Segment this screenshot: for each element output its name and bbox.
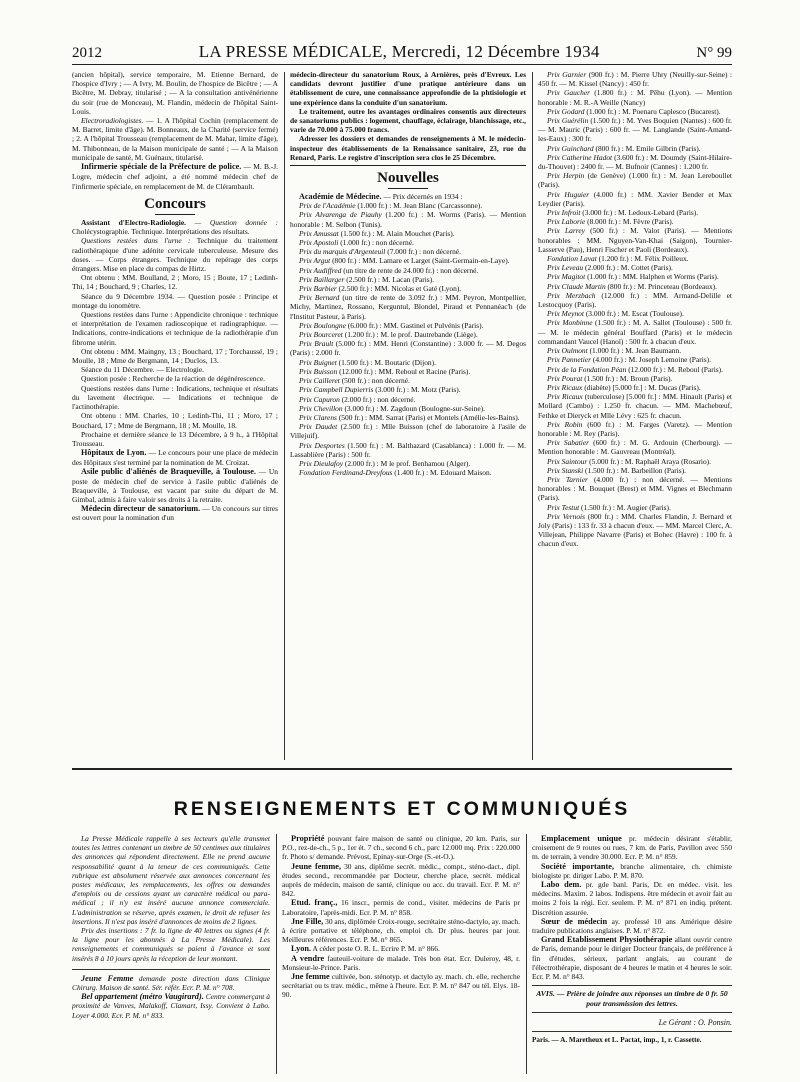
prize-details: (un titre de rente de 24.000 fr.) : non décerné. xyxy=(343,265,479,275)
prize-details: (500 fr.) : non décerné. xyxy=(341,376,410,386)
ad-text: pr. gde banl. Paris, Dr. en médec. visit. les médecins. Maxim. 2 labos. Indispens. être médecin et avoir fait au moins 2 fois la régi. Ecr. seulem. P. M. n° 871 en indiq. prétent. Discrétion assurée. xyxy=(532,880,732,917)
prize-name: Prix Gaucher xyxy=(547,88,595,98)
prize-entry xyxy=(290,266,526,275)
prize-details: (3.600 fr.) : M. Doumdy (Saint-Hilaire-du-Thouvet) : 2400 fr. — M. Bufnoir (Cannes) : 1.200 fr. xyxy=(538,152,732,172)
section-rule xyxy=(72,768,732,770)
prize-details: (800 fr.) : MM. Charles Flandin, J. Bernard et Joly (Paris) : 133 fr. 33 à chacun d'eux. — MM. Marcel Clerc, A. Villejean, Philippe Navarre (Paris) et Bohec (Havre) : 100 fr. à chacun d'eux. xyxy=(538,511,732,549)
prize-details: (800 fr.) : M. Princeteau (Bordeaux). xyxy=(607,281,717,291)
page-header xyxy=(72,42,732,62)
prize-name: Prix de l'Académie xyxy=(299,201,358,211)
prize-entry xyxy=(290,229,526,238)
prize-details: (3.000 fr.) : M. Ledoux-Lebard (Paris). xyxy=(582,208,699,218)
prize-name: Prix Apostoli xyxy=(299,238,341,248)
label: — Question donnée : xyxy=(194,218,278,228)
classified-ad xyxy=(532,880,732,917)
prize-entry xyxy=(538,144,732,153)
printer-line: Paris. — A. Maretheux et L. Pactat, imp., 1, r. Cassette. xyxy=(532,1036,702,1045)
paragraph: Questions restées dans l'urne : Indications, technique et résultats du lavement électrique. — Indications et technique de l'actinothérapie. xyxy=(72,383,278,412)
text: — Prix décernés en 1934 : xyxy=(381,192,463,202)
classified-ad xyxy=(532,834,732,862)
prize-name: Prix Guérélin xyxy=(547,116,591,126)
prize-details: (3.000 fr.) : M. Zagdoun (Boulogne-sur-Seine). xyxy=(344,403,485,413)
prize-entry xyxy=(538,383,732,392)
paragraph: Séance du 11 Décembre. — Electrologie. xyxy=(81,365,205,375)
paragraph: Ont obtenu : MM. Maingny, 13 ; Bouchard, 17 ; Torchaussé, 19 ; Moulle, 18 ; Mme de Bergmann, 14 ; Duclos, 13. xyxy=(72,346,278,366)
prize-entry xyxy=(538,475,732,503)
ad-text: 30 ans, diplôme secrét. médic., compt., sténo-dact., dipl. études second., recommandée par Docteur, cherche place, secrét. médical auprès de médecin, maison de santé, clinique ou acc. du travail. Ecr. P. M. n° 842. xyxy=(282,861,520,899)
prize-details: (12.000 fr.) : M. Reboul (Paris). xyxy=(628,364,724,374)
prize-details: (4.000 fr.) : MM. Xavier Bender et Max Leydier (Paris). xyxy=(538,189,732,208)
prize-entry xyxy=(538,420,732,438)
prize-name: Prix Dieulafoy xyxy=(299,458,345,468)
column-divider xyxy=(526,834,527,1074)
prize-entry xyxy=(290,256,526,265)
prize-name: Prix Bernard xyxy=(299,293,343,303)
prize-entry xyxy=(538,512,732,549)
text: — Un concours sur titres est ouvert pour la nomination d'un xyxy=(72,504,278,523)
prize-details: (1.500 fr.) : M. A. Sallet (Toulouse) : 500 fr. — M. le médecin général Bouffard (Paris) et le médecin commandant Vaucel (Hanoï) : 500 fr. à chacun d'eux. xyxy=(538,318,732,346)
text: — Le concours pour une place de médecin des Hôpitaux s'est terminé par la nomination de M. Croizat. xyxy=(72,448,278,468)
paragraph xyxy=(72,467,278,504)
column-divider xyxy=(532,72,533,760)
prize-details: (1.500 fr.) : M. Balthazard (Casablanca) : 1.000 fr. — M. Lassablière (Paris) : 500 fr. xyxy=(290,440,526,459)
ad-lead: Sœur de médecin xyxy=(541,916,608,926)
prize-entry xyxy=(538,88,732,106)
ad-text: cultivée, bon. sténotyp. et dactylo ay. mach. ch. elle, recherche secrétariat ou ts trav. médic., même à l'heure. Ecr. P. M. n° 847 ou tél. Elys. 18-90. xyxy=(282,972,520,1000)
prize-entry xyxy=(290,413,526,422)
prize-entry xyxy=(538,318,732,346)
prize-entry xyxy=(290,201,526,210)
prize-entry xyxy=(290,395,526,404)
prize-details: (1.500 fr.) : M. Boutaric (Dijon). xyxy=(338,357,436,367)
prize-name: Prix Claude Martin xyxy=(547,281,608,291)
column-3 xyxy=(538,70,732,762)
classified-ad xyxy=(532,917,732,935)
ad-text: pr. médecin désirant s'établir, croisement de 9 routes ou rues, 7 km. de Paris, Pavillon avec 550 m. de terrain, à vendre 30.000. Ecr. P. M. n° 859. xyxy=(532,834,732,862)
ad-text: 16 inscr., permis de cond., visiter. médecins de Paris pr Laboratoire, l'après-midi. Ecr. P. M. n° 858. xyxy=(282,898,520,917)
prize-entry xyxy=(538,374,732,383)
classified-ad xyxy=(72,974,270,992)
prize-name: Prix Capuron xyxy=(299,394,342,404)
ad-lead: Jeune Femme xyxy=(81,973,134,983)
classified-ad xyxy=(532,862,732,880)
paragraph: Séance du 9 Décembre 1934. — Question posée : Principe et montage du ionomètre. xyxy=(72,291,278,310)
prize-entry xyxy=(290,247,526,256)
label: Electroradiologistes. xyxy=(81,116,144,126)
prize-name: Prix Boulongne xyxy=(299,320,348,330)
prize-entry xyxy=(538,466,732,475)
ad-lead: Jne femme xyxy=(291,972,330,982)
prize-name: Prix Vernois xyxy=(547,511,588,521)
prize-name: Prix Ricaux xyxy=(547,392,585,402)
ad-text: pouvant faire maison de santé ou clinique, 20 km. Paris, sur P.O., rez-de-ch., 5 p., 1er ét. 7 ch., second 6 ch., parc 12.000 mq. Prix : 220.000 fr. Photo s/ demande. Prévost, Epinay-sur-Orge (S.-et-O.). xyxy=(282,834,520,862)
heading-text: Infirmerie spéciale de la Préfecture de police. xyxy=(81,162,242,172)
prize-entry xyxy=(290,441,526,459)
prize-details: (1.500 fr.) : M. Barbeillon (Paris). xyxy=(585,465,687,475)
prize-details: (500 fr.) : M. Valot (Paris). — Mentions honorables : MM. Nguyen-Van-Khai (Saigon), Tournier-Lasserve (Pau), Henri Fischer et Paoli (Bordeaux). xyxy=(538,226,732,254)
prize-entry xyxy=(290,339,526,357)
divider xyxy=(72,969,270,970)
prize-details: (12.000 fr.) : MM. Reboul et Racine (Paris). xyxy=(339,366,471,376)
ad-text: branche alimentaire, ch. chimiste biologiste pr. diriger Labo. P. M. 870. xyxy=(532,861,732,880)
prize-details: (800 fr.) : MM. Lamare et Larget (Saint-Germain-en-Laye). xyxy=(332,256,510,266)
prize-name: Prix Stanski xyxy=(547,465,586,475)
paragraph xyxy=(72,218,278,236)
ad-lead: Lyon. xyxy=(291,944,312,954)
prize-name: Prix Barbier xyxy=(299,284,339,294)
gerant-signature: Le Gérant : O. Ponsin. xyxy=(658,1018,732,1028)
prize-entry xyxy=(290,284,526,293)
prize-name: Prix Oulmont xyxy=(547,346,590,356)
prize-details: (2.000 fr.) : non décerné. xyxy=(341,394,416,404)
prize-details: (de Genève) (1.000 fr.) : M. Jean Lereboullet (Paris). xyxy=(538,171,732,190)
prize-list xyxy=(538,70,732,549)
text: — M. B.-J. Logre, médecin chef adjoint, a été nommé médecin chef de l'infirmerie spéciale, en remplacement de M. de Clérambault. xyxy=(72,162,278,192)
prize-details: (1.500 fr.) : M. Yves Boquien (Nantes) : 600 fr. — M. Mauric (Paris) : 600 fr. — M. Langlande (Saint-Amand-les-Eaux) : 300 fr. xyxy=(538,116,732,144)
ad-lead: Propriété xyxy=(291,834,325,843)
prize-details: (1.000 fr.) : MM. Halphen et Worms (Paris). xyxy=(587,272,719,282)
prize-name: Prix Leveau xyxy=(547,263,586,273)
paragraph: Le traitement, outre les avantages ordinaires consentis aux directeurs de sanatoriums publics : logement, chauffage, éclairage, blanchissage, etc., varie de 70.000 à 75.000 francs. xyxy=(290,106,526,135)
prize-details: (500 fr.) : MM. Sarrat (Paris) et Montels (Amélie-les-Bains). xyxy=(338,412,520,422)
prize-name: Prix Buisson xyxy=(299,366,340,376)
prize-name: Prix Meynot xyxy=(547,309,586,319)
prize-details: (1.200 fr.) : M. Worms (Paris). — Mention honorable : M. Selbon (Tunis). xyxy=(290,210,526,229)
ad-list xyxy=(72,974,270,1020)
classified-ad xyxy=(282,917,520,945)
divider xyxy=(532,1031,732,1032)
prize-entry xyxy=(538,263,732,272)
heading-underline xyxy=(388,188,428,189)
prize-name: Prix Monbinne xyxy=(547,318,596,328)
prize-entry xyxy=(538,503,732,512)
prize-entry xyxy=(538,153,732,171)
notice-paragraph: Prix des insertions : 7 fr. la ligne de 40 lettres ou signes (4 fr. la ligne pour les abonnés à La Presse Médicale). Les renseignements et communiqués se paient à l'avance et sont insérés 8 à 10 jours après la réception de leur montant. xyxy=(72,926,270,963)
heading-text: Médecin directeur de sanatorium. xyxy=(81,504,201,514)
prize-details: (tuberculose) [5.000 fr.] : MM. Hinault (Paris) et Mollard (Cambo) : 1.250 fr. chacun. — MM. Machebœuf, Fethke et Dieryck et Mlle Lévy : 625 fr. chacun. xyxy=(538,392,732,420)
prize-details: (1.000 fr.) : M. Poenaru Caplesco (Bucarest). xyxy=(586,106,721,116)
prize-entry xyxy=(538,365,732,374)
prize-name: Prix Tarnier xyxy=(547,474,594,484)
prize-name: Fondation Lavat xyxy=(547,254,599,264)
prize-name: Prix Guinchard xyxy=(547,143,596,153)
heading-text: Asile public d'aliénés de Braqueville, à Toulouse. xyxy=(81,467,256,477)
ads-column-1 xyxy=(72,834,270,1074)
prize-details: (800 fr.) : M. Emile Gilbrin (Paris). xyxy=(595,143,701,153)
concours-heading: Concours xyxy=(144,196,206,213)
prize-entry xyxy=(290,404,526,413)
prize-entry xyxy=(538,291,732,309)
prize-entry xyxy=(290,210,526,228)
prize-name: Prix Bourceret xyxy=(299,330,345,340)
prize-entry xyxy=(290,275,526,284)
prize-details: (2.500 fr.) : M. Lacan (Paris). xyxy=(346,274,435,284)
column-divider xyxy=(276,834,277,1074)
ad-text: demande poste direction dans Clinique Chirurg. Maison de santé. Sér. référ. Ecr. P. M. n° 708. xyxy=(72,973,270,993)
paragraph xyxy=(290,192,526,201)
ad-lead: Labo dem. xyxy=(541,880,582,890)
prize-details: (1.500 fr.) : M. Alain Mouchet (Paris). xyxy=(340,228,455,238)
prize-name: Prix Clarens xyxy=(299,412,339,422)
prize-entry xyxy=(538,438,732,456)
prize-name: Prix Magitot xyxy=(547,272,588,282)
prize-name: Prix Alvarenga de Piauhy xyxy=(299,210,386,220)
classified-ad xyxy=(282,972,520,1000)
prize-entry xyxy=(290,459,526,468)
heading-text: Hôpitaux de Lyon. xyxy=(81,448,147,458)
text: Cholécystographie. Technique. Interprétations des résultats. xyxy=(72,227,250,237)
prize-name: Prix Daudet xyxy=(299,422,341,432)
prize-details: (4.000 fr.) : M. Joseph Lemoine (Paris). xyxy=(592,355,712,365)
section-rule xyxy=(290,165,526,166)
prize-details: (diabète) [5.000 fr.] : M. Ducas (Paris). xyxy=(584,382,701,392)
prize-details: (7.000 fr.) : non décerné. xyxy=(387,247,461,257)
prize-entry xyxy=(290,385,526,394)
classified-ad xyxy=(282,834,520,862)
section-heading xyxy=(72,162,278,192)
prize-details: (un titre de rente de 3.092 fr.) : MM. Peyron, Montpellier, Michy, Martinez, Rossano, Kerguntul, Blondel, Piraud et Pennanéac'h (de l'Institut Pasteur, à Paris). xyxy=(290,293,526,321)
prize-entry xyxy=(538,272,732,281)
text: Technique du traitement radiothérapique d'une adénite cervicale tuberculeuse. Mesure des doses. — Corps étrangers. Technique du repérage des corps étrangers. Mise en place du compas de Hirtz. xyxy=(72,236,278,274)
prize-entry xyxy=(538,457,732,466)
divider xyxy=(532,1012,732,1013)
heading-underline xyxy=(155,214,195,215)
page-number: 2012 xyxy=(72,45,102,61)
prize-entry xyxy=(538,116,732,144)
heading-text: Académie de Médecine. xyxy=(299,192,382,202)
renseignements-heading: RENSEIGNEMENTS ET COMMUNIQUÉS xyxy=(173,798,631,820)
classified-ad xyxy=(282,862,520,899)
column-2 xyxy=(290,70,526,762)
prize-name: Prix Godard xyxy=(547,106,587,116)
prize-name: Prix Larrey xyxy=(547,226,591,236)
prize-details: (1.000 fr.) : M. Jean Blanc (Carcassonne). xyxy=(357,201,483,211)
ad-text: allant ouvrir centre de Paris, demande pour le diriger Docteur français, de préférence à fin d'études, sérieux, parlant anglais, au courant de l'électrothérapie, disposant de 4 heures le matin et 4 heures le soir. Ecr. P. M. n° 843. xyxy=(532,935,732,982)
ad-list xyxy=(532,834,732,981)
prize-details: (5.000 fr.) : MM. Henri (Constantine) : 3.000 fr. — M. Degos (Paris) : 2.000 fr. xyxy=(290,339,526,358)
prize-details: (1.200 fr.) : M. le prof. Dautrebande (Liège). xyxy=(344,330,478,340)
paragraph xyxy=(72,448,278,467)
ad-list xyxy=(282,834,520,1000)
text: — 1. A l'hôpital Cochin (remplacement de M. Barret, limite d'âge). M. Bonneaux, de la Charité (service fermé) ; 2. A l'hôpital Trousseau (remplacement de M. Mahar, limite d'âge), M. Thibonneau, de la Maison municipale de santé ; — A la Maison municipale de santé, M. Guénaux, titularisé. xyxy=(72,116,278,162)
prize-name: Prix Buignet xyxy=(299,357,339,367)
classified-ad xyxy=(72,992,270,1020)
prize-name: Prix Garnier xyxy=(547,70,589,79)
prize-entry xyxy=(290,330,526,339)
classified-ad xyxy=(282,898,520,916)
prize-name: Prix Catherine Hadot xyxy=(547,152,615,162)
prize-details: (1.400 fr.) : M. Edouard Maison. xyxy=(394,468,492,478)
divider xyxy=(532,985,732,986)
ad-lead: Emplacement unique xyxy=(541,834,622,843)
notice-paragraph: La Presse Médicale rappelle à ses lecteurs qu'elle transmet toutes les lettres contenant un timbre de 50 centimes aux titulaires des annonces qui répondent directement. Elle ne prend aucune responsabilité quant à la teneur de ces communiqués. Cette rubrique est absolument réservée aux annonces concernant les postes médicaux, les remplacements, les offres ou demandes d'emplois ou de cessions ayant un caractère médical ou para-médical ; il n'y est inséré aucune annonce commerciale. L'administration se réserve, après examen, le droit de refuser les insertions. Il n'est pas inséré d'annonces de moins de 2 lignes. xyxy=(72,834,270,926)
text: — Un poste de médecin chef de service à l'asile public d'aliénés de Braqueville, à Toulouse, est vacant par suite du départ de M. Gimbal, admis à faire valoir ses droits à la retraite. xyxy=(72,467,278,504)
nouvelles-heading: Nouvelles xyxy=(377,170,439,187)
column-divider xyxy=(284,72,285,760)
prize-entry xyxy=(538,171,732,189)
ad-lead: A vendre xyxy=(291,953,325,963)
prize-details: (8.000 fr.) : M. Fèvre (Paris). xyxy=(587,217,674,227)
prize-entry xyxy=(538,254,732,263)
ad-text: Centre commerçant à proximité de Vanves, Malakoff, Clamart, Issy. Convient à Labo. Loyer 4.000. Ecr. P. M. n° 833. xyxy=(72,992,270,1020)
prize-name: Prix Chevillon xyxy=(299,403,345,413)
prize-entry xyxy=(290,321,526,330)
ads-column-2 xyxy=(282,834,520,1074)
classified-ad xyxy=(282,944,520,953)
ad-lead: Bel appartement (métro Vaugirard). xyxy=(81,992,204,1002)
ad-lead: Jne Fille, xyxy=(291,916,324,926)
prize-name: Prix Laborie xyxy=(547,217,588,227)
prize-details: (3.000 fr.) : M. Motz (Paris). xyxy=(375,385,461,395)
prize-entry xyxy=(538,217,732,226)
ad-text: A céder poste O. R. L. Ecrire P. M. n° 866. xyxy=(311,944,440,954)
prize-entry xyxy=(538,190,732,208)
classified-ad xyxy=(282,954,520,972)
prize-entry xyxy=(538,208,732,217)
prize-name: Prix Robin xyxy=(547,419,588,429)
paragraph: Adresser les dossiers et demandes de renseignements à M. le médecin-inspecteur des établissements de la Renaissance sanitaire, 23, rue du Renard, Paris. Le registre d'inscription sera clos le 25 Décembre. xyxy=(290,134,526,162)
prize-entry xyxy=(290,468,526,477)
prize-name: Fondation Ferdinand-Dreyfous xyxy=(299,468,395,478)
prize-details: (5.000 fr.) : M. Raphaël Araya (Rosario). xyxy=(589,456,712,466)
prize-details: (3.000 fr.) : M. Escat (Toulouse). xyxy=(585,309,684,319)
prize-entry xyxy=(538,355,732,364)
prize-name: Prix Amussat xyxy=(299,228,341,238)
column-1 xyxy=(72,70,278,762)
prize-details: (1.000 fr.) : M. Jean Baumann. xyxy=(589,346,682,356)
ad-lead: Jeune femme, xyxy=(291,861,342,871)
prize-entry xyxy=(290,422,526,440)
prize-name: Prix Brault xyxy=(299,339,336,349)
paragraph xyxy=(72,504,278,522)
prize-details: (1.800 fr.) : M. Pêhu (Lyon). — Mention honorable : M. R.-A Weille (Nancy) xyxy=(538,88,732,107)
prize-name: Prix Herpin xyxy=(547,171,588,181)
ad-text: ay. professé 10 ans Amérique désire traduire publications anglaises. P. M. n° 872. xyxy=(532,916,732,936)
prize-name: Prix Huguier xyxy=(547,189,594,199)
ad-lead: Etud. franç., xyxy=(291,898,338,908)
avis-notice: AVIS. — Prière de joindre aux réponses un timbre de 0 fr. 50 pour transmission des lettres. xyxy=(536,989,728,1008)
journal-title: LA PRESSE MÉDICALE, Mercredi, 12 Décembre 1934 xyxy=(198,42,600,61)
prize-entry xyxy=(290,367,526,376)
prize-name: Prix Infroit xyxy=(547,208,583,218)
ad-text: 30 ans, diplômée Croix-rouge, secrétaire sténo-dactylo, ay. mach. à écrire portative et téléphone, ch. emploi ch. Dr plus. heures par jour. Meilleures références. Ecr. P. M. n° 865. xyxy=(282,916,520,945)
prize-details: (900 fr.) : M. Pierre Uhry (Neuilly-sur-Seine) : 450 fr. — M. Kissel (Nancy) : 450 fr. xyxy=(538,70,732,89)
prize-entry xyxy=(538,309,732,318)
prize-name: Prix de la Fondation Péan xyxy=(547,364,629,374)
prize-entry xyxy=(538,346,732,355)
ads-column-3 xyxy=(532,834,732,1074)
prize-details: (4.000 fr.) : non décerné. — Mentions honorables : M. Bouquet (Brest) et MM. Vignes et Blechmann (Paris). xyxy=(538,474,732,503)
ad-lead: Société importante, xyxy=(541,861,615,871)
prize-details: (6.000 fr.) : MM. Gastinel et Pulvénis (Paris). xyxy=(347,320,484,330)
prize-entry xyxy=(538,226,732,254)
paragraph: Ont obtenu : MM. Boulland, 2 ; Moro, 15 ; Boute, 17 ; Ledinh-Thi, 14 ; Bouchard, 9 ; Charles, 12. xyxy=(72,273,278,292)
prize-details: (600 fr.) : M. G. Ardouin (Cherbourg). — Mention honorable : M. Gauvreau (Montréal). xyxy=(538,438,732,457)
prize-details: (1.000 fr.) : non décerné. xyxy=(340,238,414,248)
prize-details: (1.200 fr.) : M. Félix Poilleux. xyxy=(598,254,689,264)
prize-entry xyxy=(290,238,526,247)
prize-name: Prix Saintour xyxy=(547,456,590,466)
ad-text: fauteuil-voiture de malade. Très bon état. Ecr. Duleroy, 48, r. Monsieur-le-Prince. Paris. xyxy=(282,953,520,972)
prize-name: Prix Desportes xyxy=(299,440,348,450)
prize-name: Prix Testut xyxy=(547,502,582,512)
prize-name: Prix du marquis d'Argenteuil xyxy=(299,247,388,257)
paragraph: Ont obtenu : MM. Charles, 10 ; Ledinh-Thi, 11 ; Moro, 17 ; Bouchard, 17 ; Mme de Bergmann, 18 ; M. Moulle, 18. xyxy=(72,411,278,430)
prize-entry xyxy=(290,358,526,367)
paragraph: Questions restées dans l'urne : Appendicite chronique : technique et interprétation de l'examen radioscopique et radiographique. — Indications, contre-indications et technique de la radiothérapie d'un fibrome utérin. xyxy=(72,310,278,347)
prize-name: Prix Baillarger xyxy=(299,274,347,284)
issue-number: N° 99 xyxy=(696,45,732,61)
prize-details: (1.500 fr.) : M. Broun (Paris). xyxy=(584,373,673,383)
prize-details: (1.500 fr.) : M. Augier (Paris). xyxy=(581,502,671,512)
label: Questions restées dans l'urne : xyxy=(81,236,191,246)
prize-name: Prix Sabatier xyxy=(547,438,594,448)
prize-name: Prix Ricaux xyxy=(547,382,585,392)
heading-text: Assistant d'Electro-Radiologie. xyxy=(81,218,186,228)
prize-name: Prix Merzbach xyxy=(547,290,602,300)
prize-entry xyxy=(538,392,732,420)
prize-details: (2.500 fr.) : Mlle Buisson (chef de laboratoire à l'asile de Villejuif). xyxy=(290,422,526,441)
paragraph xyxy=(72,236,278,273)
prize-details: (600 fr.) : M. Farges (Varetz). — Mention honorable : M. Rey (Paris). xyxy=(538,419,732,438)
paragraph xyxy=(72,116,278,162)
header-rule xyxy=(72,64,732,65)
prize-details: (2.000 fr.) : M le prof. Benhamou (Alger). xyxy=(344,458,471,468)
prize-name: Prix Argut xyxy=(299,256,333,266)
paragraph: Prochaine et dernière séance le 13 Décembre, à 9 h., à l'Hôpital Trousseau. xyxy=(72,429,278,448)
prize-name: Prix Pannetier xyxy=(547,355,593,365)
prize-entry xyxy=(538,282,732,291)
prize-details: (12.000 fr.) : MM. Armand-Delille et Lestocquoy (Paris). xyxy=(538,290,732,310)
prize-entry xyxy=(290,376,526,385)
prize-entry xyxy=(290,293,526,321)
paragraph: Question posée : Recherche de la réaction de dégénérescence. xyxy=(81,374,265,384)
prize-details: (2.000 fr.) : M. Cottet (Paris). xyxy=(585,263,673,273)
prize-entry xyxy=(538,107,732,116)
prize-name: Prix Campbell Dupierris xyxy=(299,385,376,395)
prize-name: Prix Pourat xyxy=(547,373,585,383)
prize-list xyxy=(290,201,526,477)
prize-details: (2.500 fr.) : MM. Nicolas et Gaté (Lyon). xyxy=(338,284,462,294)
prize-name: Prix Audiffred xyxy=(299,265,344,275)
paragraph: (ancien hôpital), service temporaire, M. Etienne Bernard, de l'hospice d'Ivry ; — A Ivry, M. Boulin, de l'hospice de Bicêtre ; — A Bicêtre, M. Debray, titularisé ; — A la consultation antivénérienne du soir (rue de Monceau), M. Flandin, médecin de l'hôpital Saint-Louis. xyxy=(72,70,278,116)
classified-ad xyxy=(532,935,732,981)
ad-lead: Grand Etablissement Physiothérapie xyxy=(541,935,673,945)
prize-name: Prix Cailleret xyxy=(299,376,342,386)
paragraph: médecin-directeur du sanatorium Roux, à Arnières, près d'Evreux. Les candidats devront justifier d'une pratique antérieure dans un établissement de cure, une connaissance approfondie de la phtisiologie et une expérience dans la conduite d'un sanatorium. xyxy=(290,70,526,107)
prize-entry xyxy=(538,70,732,88)
